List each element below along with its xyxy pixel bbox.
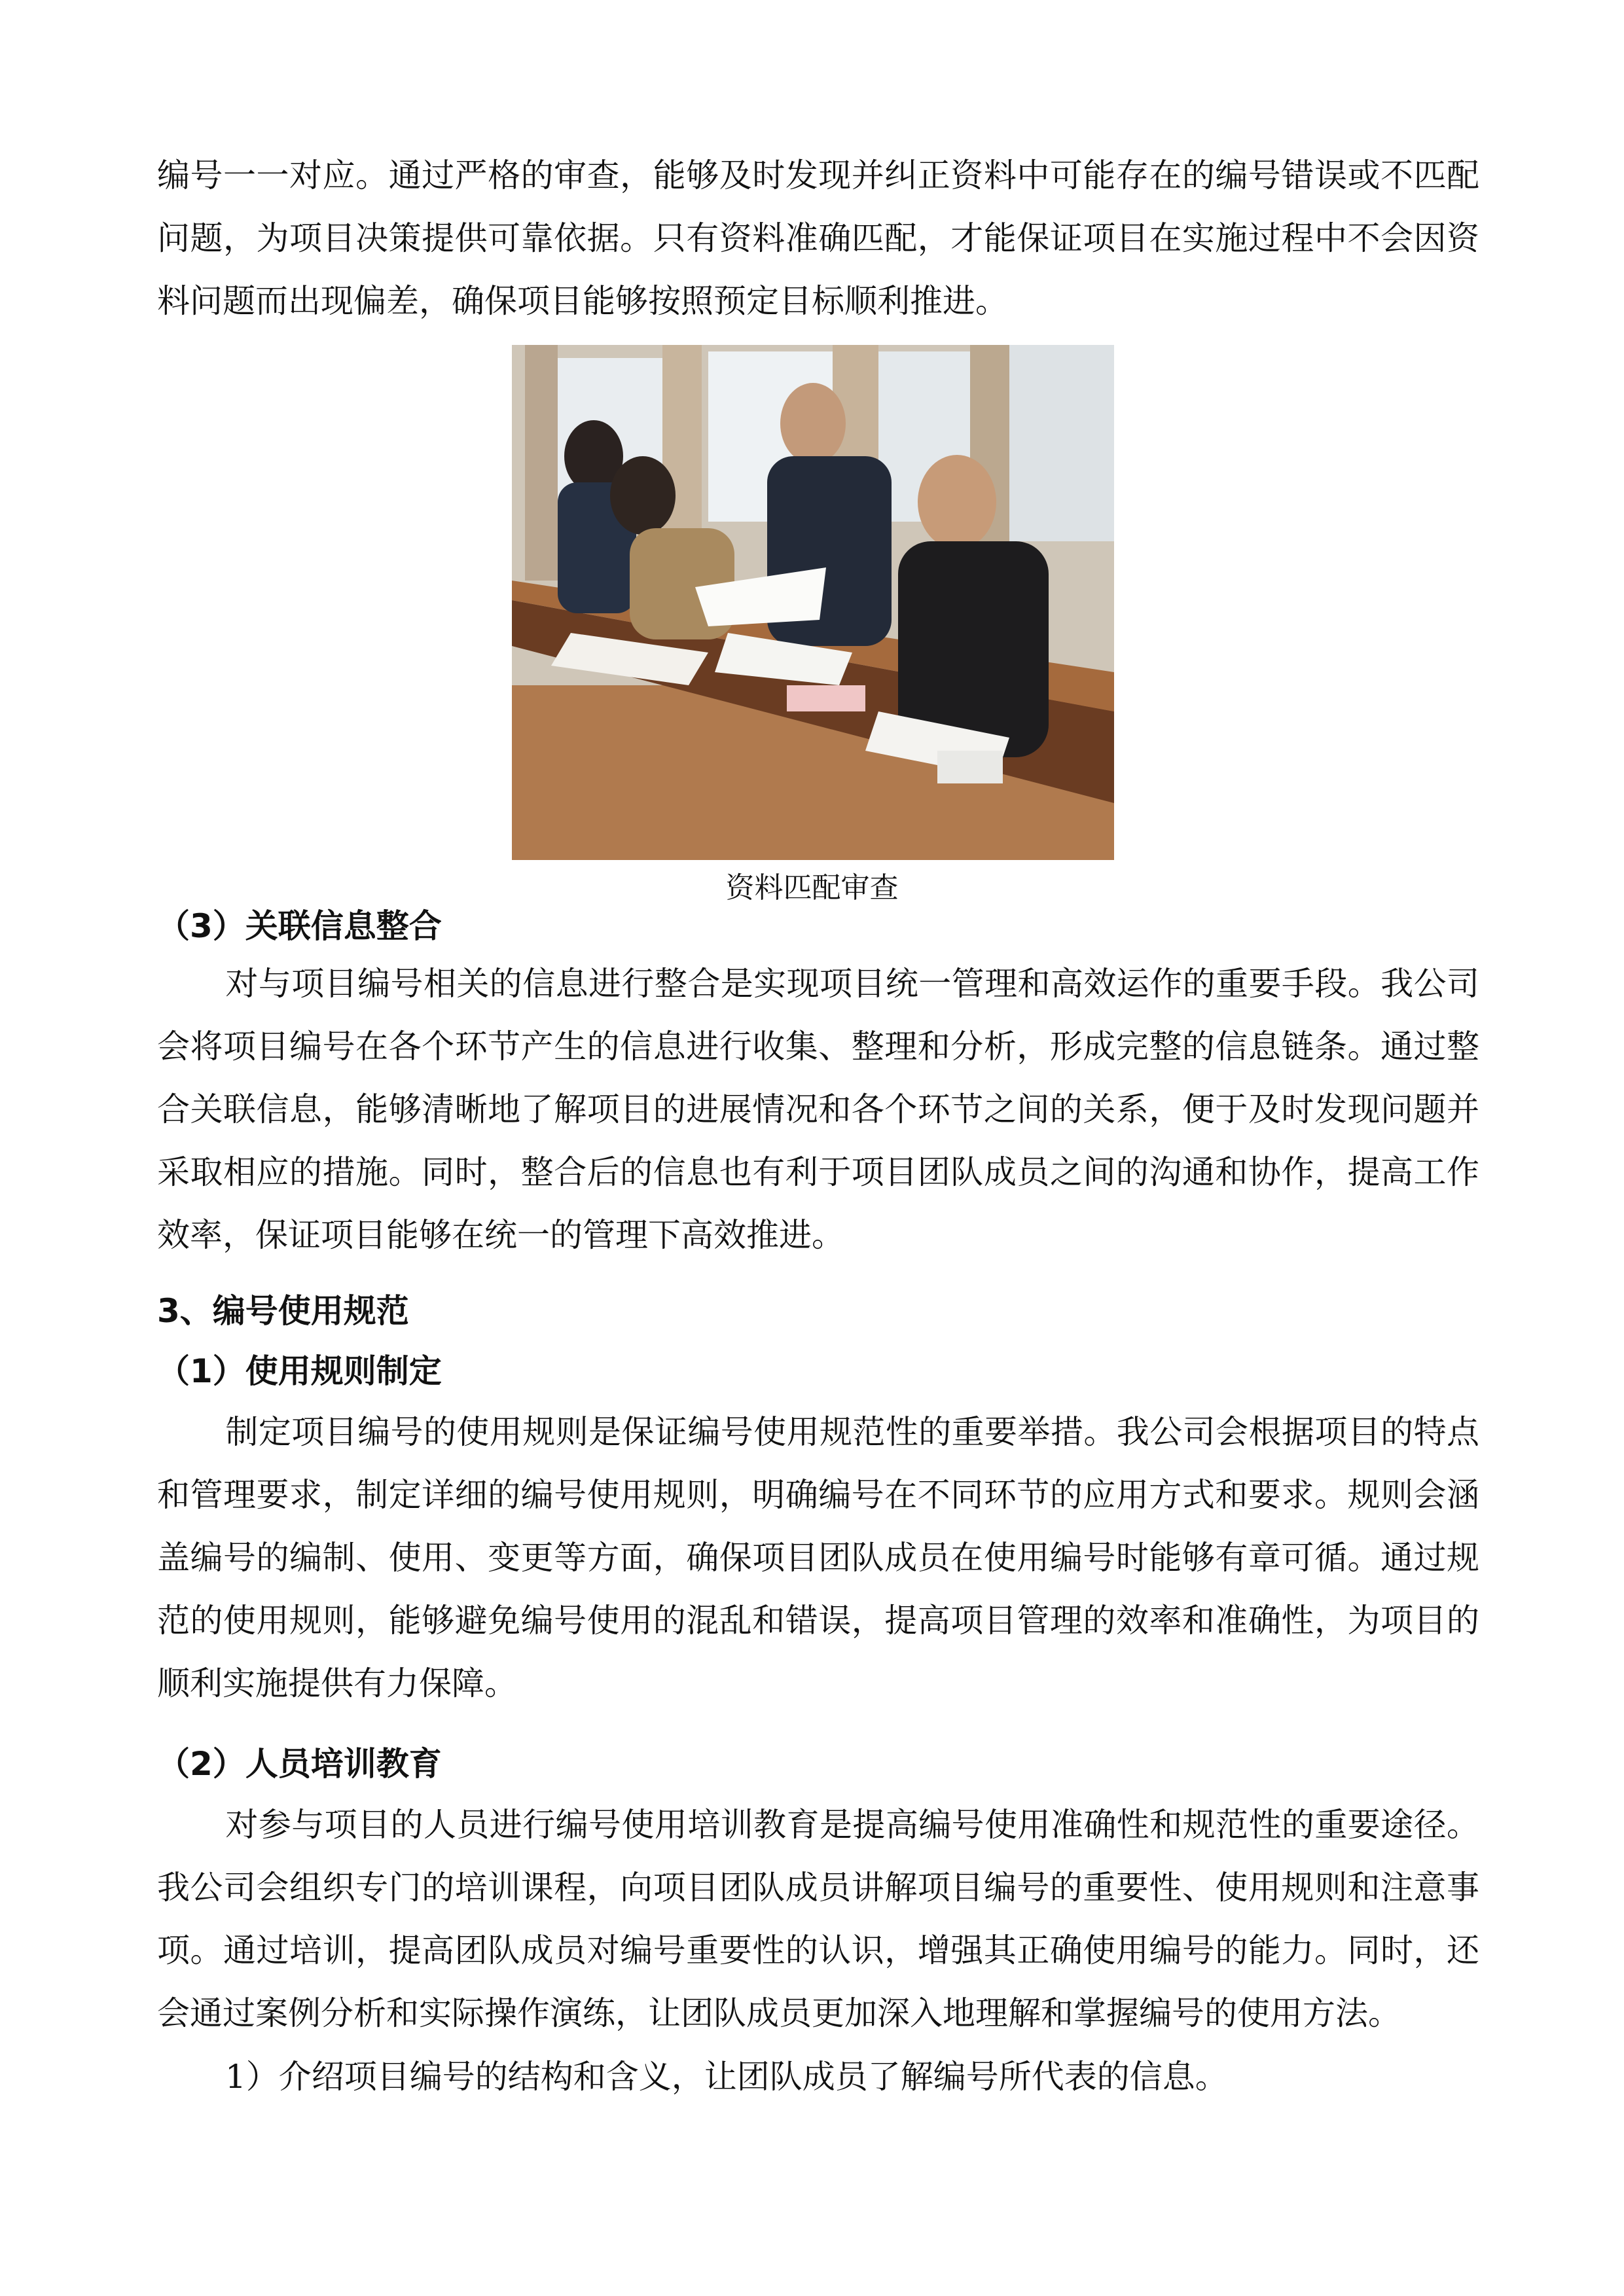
list-item-training-point-1 xyxy=(157,2045,1479,2108)
paragraph-info-integration xyxy=(157,952,1479,1266)
section-heading-info-integration: （3）关联信息整合 xyxy=(157,907,442,945)
figure-caption: 资料匹配审查 xyxy=(725,871,899,905)
paragraph-text: 制定项目编号的使用规则是保证编号使用规范性的重要举措。我公司会根据项目的特点和管理要求，制定详细的编号使用规则，明确编号在不同环节的应用方式和要求。规则会涵盖编号的编制、使用、变更等方面，确保项目团队成员在使用编号时能够有章可循。通过规范的使用规则，能够避免编号使用的混乱和错误，提高项目管理的效率和准确性，为项目的顺利实施提供有力保障。 xyxy=(157,1413,1479,1702)
photo-illustration xyxy=(512,345,1114,860)
paragraph-text: 编号一一对应。通过严格的审查，能够及时发现并纠正资料中可能存在的编号错误或不匹配问题，为项目决策提供可靠依据。只有资料准确匹配，才能保证项目在实施过程中不会因资料问题而出现偏差，确保项目能够按照预定目标顺利推进。 xyxy=(157,156,1479,320)
paragraph-matching-review xyxy=(157,144,1479,332)
section-heading-staff-training: （2）人员培训教育 xyxy=(157,1745,442,1783)
paragraph-text: 对与项目编号相关的信息进行整合是实现项目统一管理和高效运作的重要手段。我公司会将项目编号在各个环节产生的信息进行收集、整理和分析，形成完整的信息链条。通过整合关联信息，能够清晰地了解项目的进展情况和各个环节之间的关系，便于及时发现问题并采取相应的措施。同时，整合后的信息也有利于项目团队成员之间的沟通和协作，提高工作效率，保证项目能够在统一的管理下高效推进。 xyxy=(157,965,1479,1254)
paragraph-text: 对参与项目的人员进行编号使用培训教育是提高编号使用准确性和规范性的重要途径。我公司会组织专门的培训课程，向项目团队成员讲解项目编号的重要性、使用规则和注意事项。通过培训，提高团队成员对编号重要性的认识，增强其正确使用编号的能力。同时，还会通过案例分析和实际操作演练，让团队成员更加深入地理解和掌握编号的使用方法。 xyxy=(157,1806,1479,2032)
section-heading-usage-rules: （1）使用规则制定 xyxy=(157,1352,442,1390)
photo-document-review xyxy=(512,345,1114,860)
paragraph-usage-rules xyxy=(157,1401,1479,1715)
list-item-text: 1）介绍项目编号的结构和含义，让团队成员了解编号所代表的信息。 xyxy=(225,2058,1228,2096)
section-heading-numbering-usage: 3、编号使用规范 xyxy=(157,1292,409,1330)
paragraph-staff-training xyxy=(157,1793,1479,2045)
